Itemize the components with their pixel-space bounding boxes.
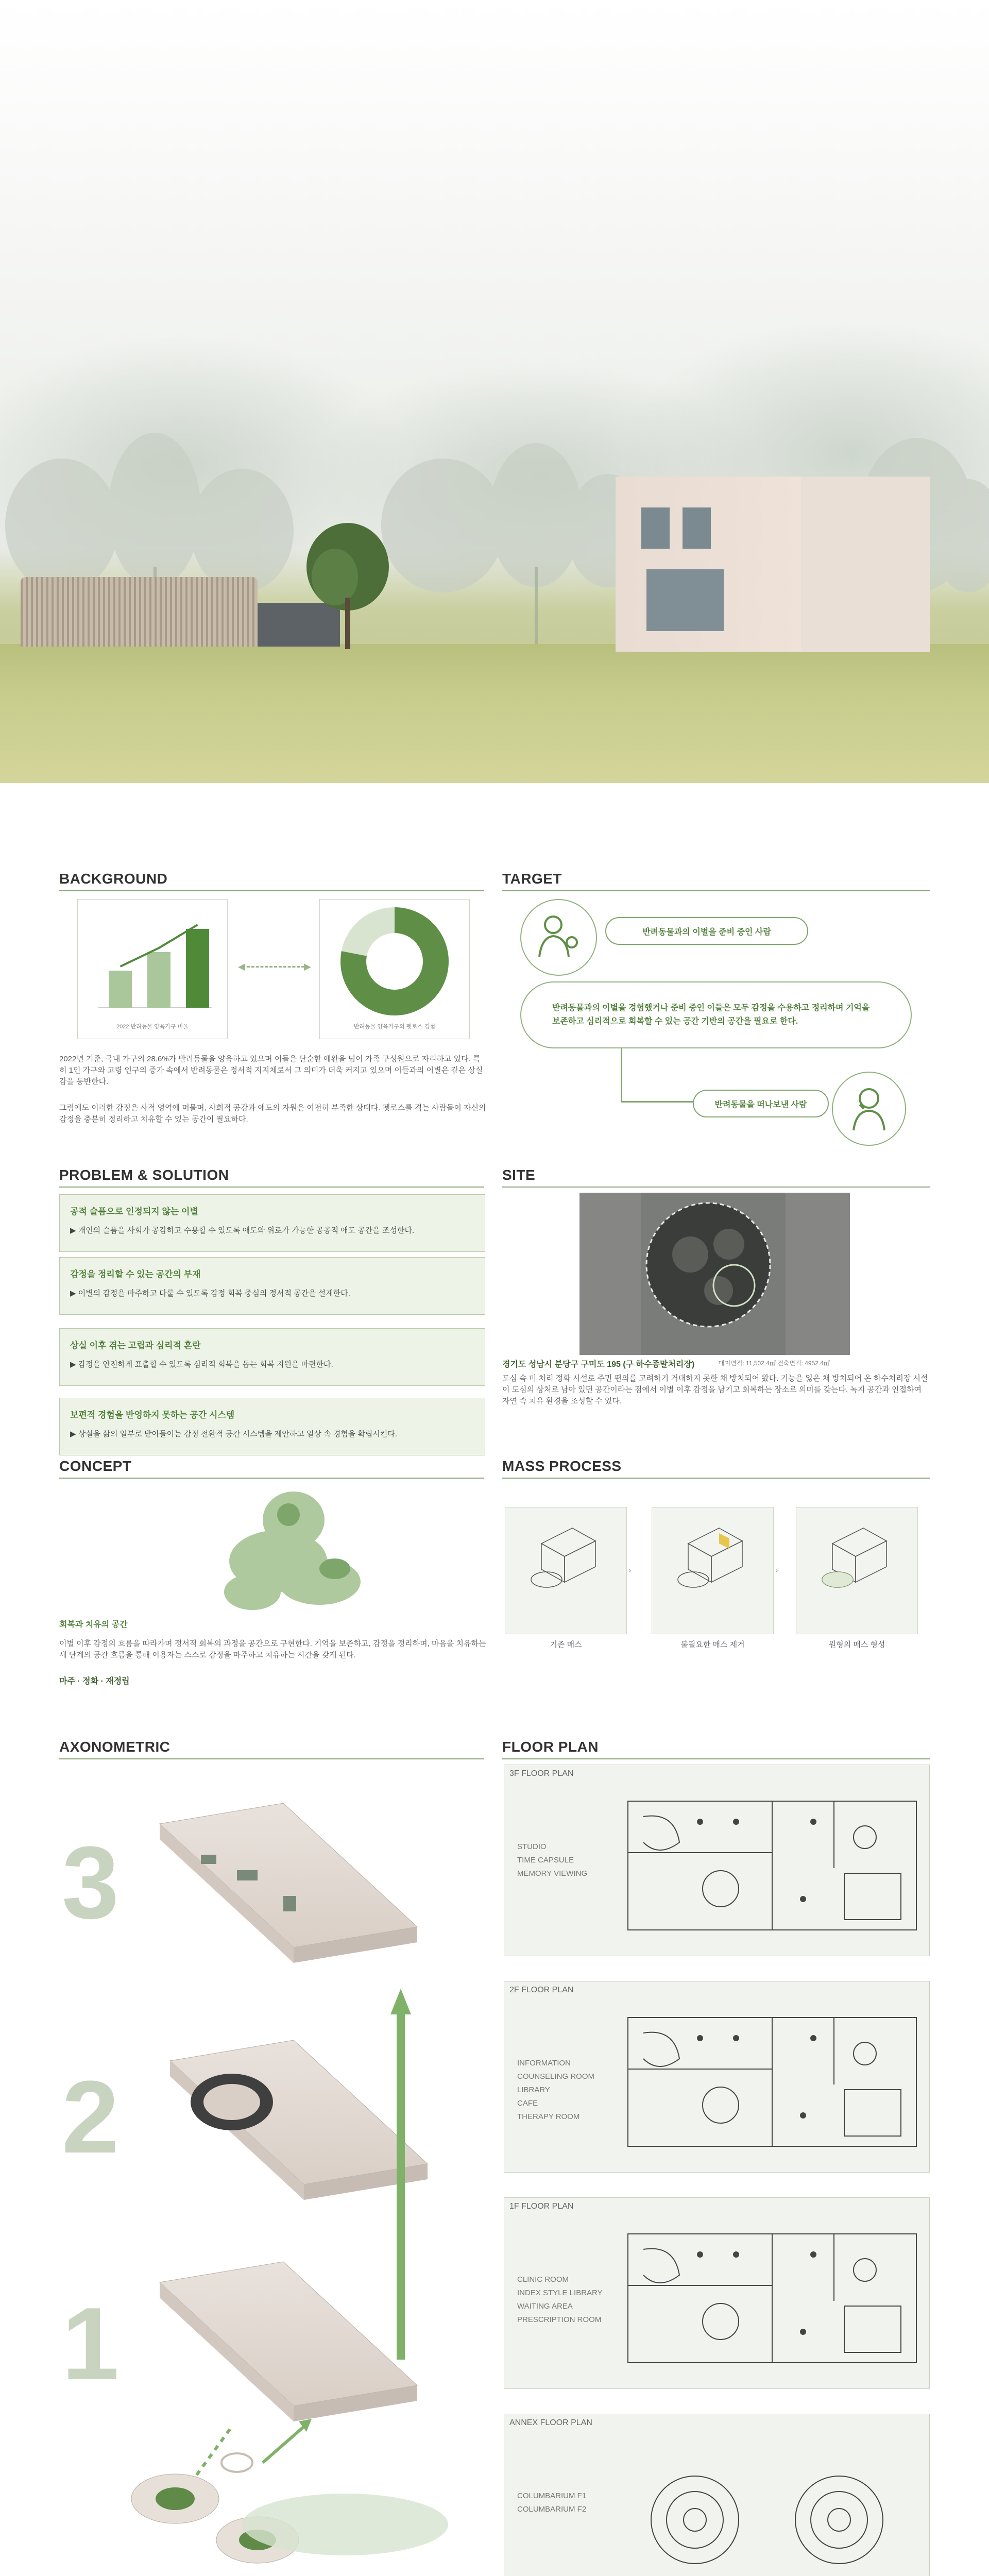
annex-building	[21, 577, 258, 647]
compare-arrow	[242, 966, 309, 968]
problem-solution-item	[59, 1328, 485, 1386]
concept-text: 이별 이후 감정의 흐름을 따라가며 정서적 회복의 과정을 공간으로 구현한다. 기억을 보존하고, 감정을 정리하며, 마음을 치유하는 세 단계의 공간 흐름을 통해 이용자는 스스로 감정을 마주하고 치유하는 시간을 갖게 된다.	[59, 1639, 486, 1659]
connector-line	[621, 1101, 693, 1103]
background-text-2: 그럼에도 이러한 감정은 사적 영역에 머물며, 사회적 공감과 애도의 자원은 여전히 부족한 상태다. 펫로스를 겪는 사람들이 자신의 감정을 충분히 정리하고 치유할 수 있는 공간이 필요하다.	[59, 1104, 486, 1124]
solution-text: ▶ 개인의 슬픔을 사회가 공감하고 수용할 수 있도록 애도와 위로가 가능한 공공적 애도 공간을 조성한다.	[70, 1226, 415, 1235]
problem-title: 감정을 정리할 수 있는 공간의 부재	[70, 1269, 201, 1279]
section-title-background: BACKGROUND	[59, 871, 168, 887]
divider	[59, 1758, 484, 1759]
arrow-left-icon: ◀	[238, 961, 245, 972]
level-number-3: 3	[62, 1825, 120, 1940]
donut-svg	[320, 900, 469, 1023]
floor-plan-drawing	[504, 1981, 929, 2172]
legend-item: LIBRARY	[517, 2086, 550, 2094]
site-meta: 대지면적: 11,502.4㎡ 건축면적: 4952.4㎡	[719, 1360, 830, 1367]
mass-process-step	[652, 1507, 774, 1649]
legend-item: THERAPY ROOM	[517, 2112, 580, 2121]
grieving-person-icon	[832, 1072, 906, 1146]
site-text: 도심 속 미 처리 정화 시설로 주민 편의를 고려하기 거대하지 못한 채 방치되어 왔다. 기능을 잃은 채 방치되어 온 하수처리장 시설이 도심의 상처로 남아 있던 공간이라는 점에서 이별 이후 감정을 남기고 회복하는 장소로 의미를 갖는다. 녹지 공간과 인접하여 자연 속 치유 환경을 조성할 수 있다.	[502, 1374, 928, 1405]
divider	[502, 1187, 930, 1188]
section-title-concept: CONCEPT	[59, 1458, 132, 1474]
section-title-floor-plan: FLOOR PLAN	[502, 1739, 599, 1755]
problem-solution-item	[59, 1398, 485, 1455]
legend-item: COUNSELING ROOM	[517, 2072, 595, 2081]
section-title-site: SITE	[502, 1167, 536, 1183]
problem-title: 공적 슬픔으로 인정되지 않는 이별	[70, 1207, 198, 1216]
floor-plan-panel	[504, 2197, 930, 2389]
legend-item: CAFE	[517, 2099, 538, 2108]
floor-plan-panel	[504, 2414, 930, 2576]
bar	[109, 971, 132, 1008]
floor-plan-panel	[504, 1981, 930, 2173]
legend-item: MEMORY VIEWING	[517, 1869, 588, 1878]
section-title-axonometric: AXONOMETRIC	[59, 1739, 170, 1755]
legend-item: TIME CAPSULE	[517, 1856, 574, 1865]
mass-step-label: 기존 매스	[550, 1640, 582, 1649]
mass-process-step	[796, 1507, 918, 1649]
legend-item: INDEX STYLE LIBRARY	[517, 2289, 603, 2297]
problem-title: 보편적 경험을 반영하지 못하는 공간 시스템	[70, 1410, 235, 1420]
floor-plan-title: 3F FLOOR PLAN	[509, 1769, 574, 1778]
person-pet-icon	[520, 899, 597, 976]
mass-step-label: 불필요한 매스 제거	[680, 1640, 745, 1649]
target-center-box: 반려동물과의 이별을 경험했거나 준비 중인 이들은 모두 감정을 수용하고 정리하며 기억을 보존하고 심리적으로 회복할 수 있는 공간 기반의 공간을 필요로 한다.	[520, 981, 912, 1048]
section-title-mass-process: MASS PROCESS	[502, 1458, 622, 1474]
mass-diagram	[505, 1507, 626, 1611]
legend-item: PRESCRIPTION ROOM	[517, 2315, 602, 2324]
problem-title: 상실 이후 겪는 고립과 심리적 혼란	[70, 1341, 201, 1350]
bar	[186, 929, 209, 1008]
mass-diagram	[796, 1507, 917, 1611]
bar-chart	[77, 899, 228, 1039]
main-building	[616, 477, 930, 652]
section-title-target: TARGET	[502, 871, 562, 887]
connector-line	[621, 1048, 622, 1103]
floor-plan-title: ANNEX FLOOR PLAN	[509, 2418, 592, 2427]
donut-caption: 반려동물 양육가구의 펫로스 경험	[354, 1024, 435, 1030]
floor-plan-title: 2F FLOOR PLAN	[509, 1986, 574, 1994]
target-pill-1: 반려동물과의 이별을 준비 중인 사람	[605, 917, 808, 945]
bar	[147, 952, 170, 1008]
legend-item: CLINIC ROOM	[517, 2275, 569, 2284]
legend-item: COLUMBARIUM F2	[517, 2505, 587, 2514]
mass-process-step	[505, 1507, 627, 1649]
concept-keywords: 마주 · 정화 · 재정립	[59, 1677, 130, 1686]
divider	[502, 1758, 930, 1759]
floor-plan-drawing	[504, 1765, 929, 1956]
mass-diagram	[652, 1507, 773, 1611]
legend-item: STUDIO	[517, 1842, 547, 1851]
tree-illustration	[299, 520, 397, 649]
floor-plan-title: 1F FLOOR PLAN	[509, 2202, 574, 2211]
level-number-1: 1	[62, 2286, 120, 2401]
mass-step-label: 원형의 매스 형성	[828, 1640, 885, 1649]
bar-chart-svg	[78, 900, 227, 1023]
axonometric-drawing	[129, 1793, 489, 2576]
concept-caption: 회복과 치유의 공간	[59, 1620, 128, 1629]
divider	[502, 890, 930, 891]
divider	[59, 1187, 484, 1188]
lawn	[0, 644, 989, 783]
section-title-problem-solution: PROBLEM & SOLUTION	[59, 1167, 229, 1183]
legend-item: WAITING AREA	[517, 2302, 573, 2311]
site-aerial-photo	[579, 1193, 850, 1355]
arrow-right-icon: ›	[628, 1566, 632, 1575]
floor-plan-drawing	[504, 2198, 929, 2388]
floor-plan-drawing	[504, 2414, 929, 2576]
divider	[59, 1478, 484, 1479]
problem-solution-item	[59, 1257, 485, 1315]
legend-item: INFORMATION	[517, 2059, 571, 2067]
site-address: 경기도 성남시 분당구 구미도 195 (구 하수종말처리장)	[502, 1360, 695, 1369]
background-text: 2022년 기준, 국내 가구의 28.6%가 반려동물을 양육하고 있으며 이들은 단순한 애완을 넘어 가족 구성원으로 자리하고 있다. 특히 1인 가구와 고령 인구의 증가 속에서 반려동물은 정서적 지지체로서 그 의미가 더욱 커지고 있으며 이들과의 이별은 깊은 상실감을 동반한다.	[59, 1055, 483, 1086]
target-pill-2: 반려동물을 떠나보낸 사람	[693, 1090, 829, 1117]
floor-plan-panel	[504, 1765, 930, 1956]
level-number-2: 2	[62, 2060, 120, 2175]
solution-text: ▶ 상실을 삶의 일부로 받아들이는 감정 전환적 공간 시스템을 제안하고 일상 속 경험을 확립시킨다.	[70, 1430, 397, 1438]
divider	[59, 890, 484, 891]
legend-item: COLUMBARIUM F1	[517, 2492, 587, 2500]
solution-text: ▶ 감정을 안전하게 표출할 수 있도록 심리적 회복을 돕는 회복 지원을 마련한다.	[70, 1360, 333, 1369]
solution-text: ▶ 이별의 감정을 마주하고 다룰 수 있도록 감정 회복 중심의 정서적 공간을 설계한다.	[70, 1289, 350, 1298]
arrow-right-icon: ›	[775, 1566, 778, 1575]
problem-solution-item	[59, 1194, 485, 1252]
divider	[502, 1478, 930, 1479]
concept-illustration	[216, 1484, 371, 1618]
arrow-right-icon: ▶	[304, 961, 311, 972]
donut-chart	[319, 899, 470, 1039]
chart-caption: 2022 반려동물 양육가구 비율	[116, 1024, 189, 1030]
hero-image	[0, 0, 989, 783]
